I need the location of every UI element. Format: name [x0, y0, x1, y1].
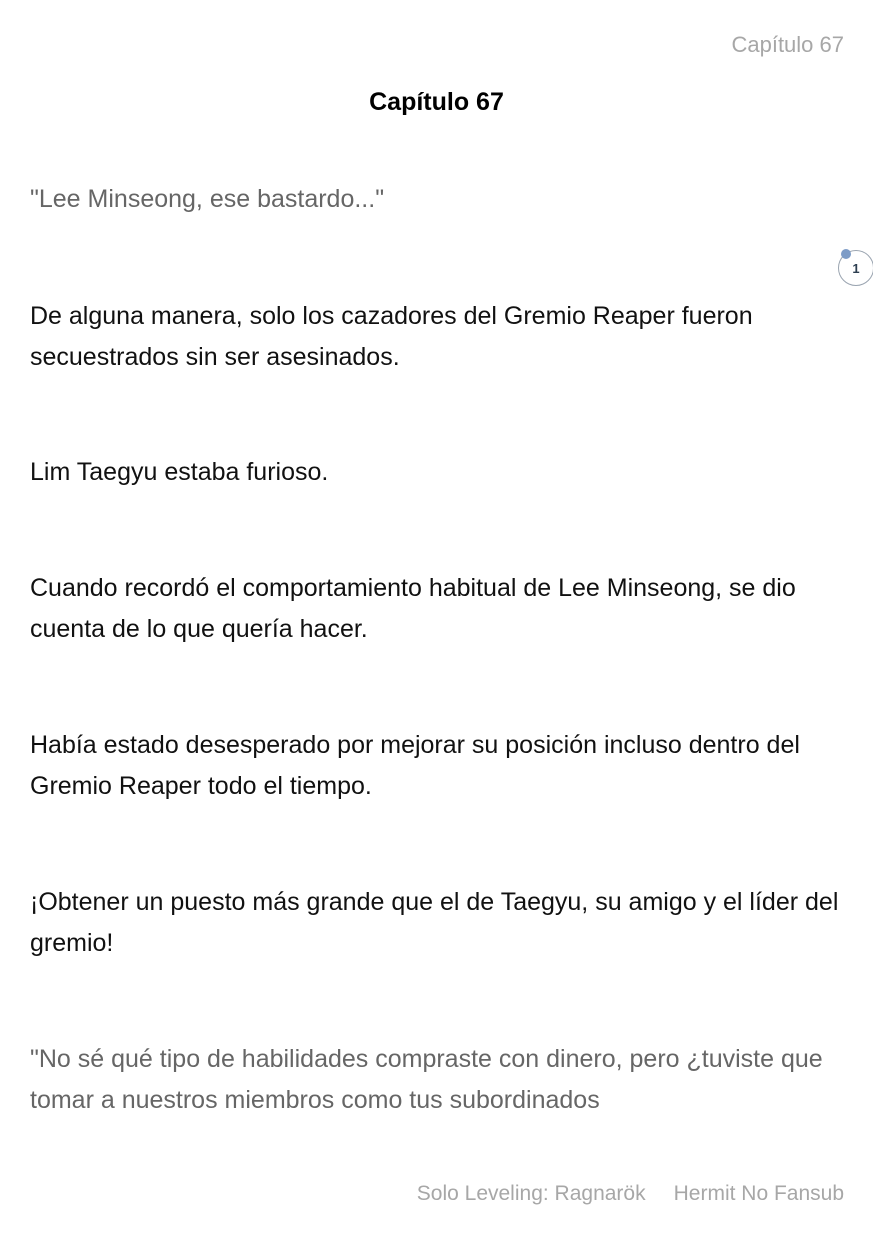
annotation-dot-icon: [841, 249, 851, 259]
running-footer: [417, 1182, 844, 1206]
paragraph-2: De alguna manera, solo los cazadores del Gremio Reaper fueron secuestrados sin ser asesinados.: [30, 302, 753, 371]
annotation-count: 1: [852, 260, 860, 276]
paragraph-4: Cuando recordó el comportamiento habitual de Lee Minseong, se dio cuenta de lo que quería hacer.: [30, 574, 796, 643]
paragraph-7: "No sé qué tipo de habilidades compraste con dinero, pero ¿tuviste que tomar a nuestros miembros como tus subordinados: [30, 1045, 823, 1114]
paragraph-6: ¡Obtener un puesto más grande que el de Taegyu, su amigo y el líder del gremio!: [30, 888, 839, 957]
running-header-chapter: Capítulo 67: [731, 32, 844, 57]
paragraph-1: "Lee Minseong, ese bastardo...": [30, 185, 385, 213]
footer-translator: Hermit No Fansub: [673, 1182, 844, 1205]
paragraph-5: Había estado desesperado por mejorar su posición incluso dentro del Gremio Reaper todo el tiempo.: [30, 731, 800, 800]
footer-book-title: Solo Leveling: Ragnarök: [416, 1182, 646, 1205]
chapter-title: Capítulo 67: [369, 88, 504, 116]
paragraph-3: Lim Taegyu estaba furioso.: [30, 458, 329, 486]
